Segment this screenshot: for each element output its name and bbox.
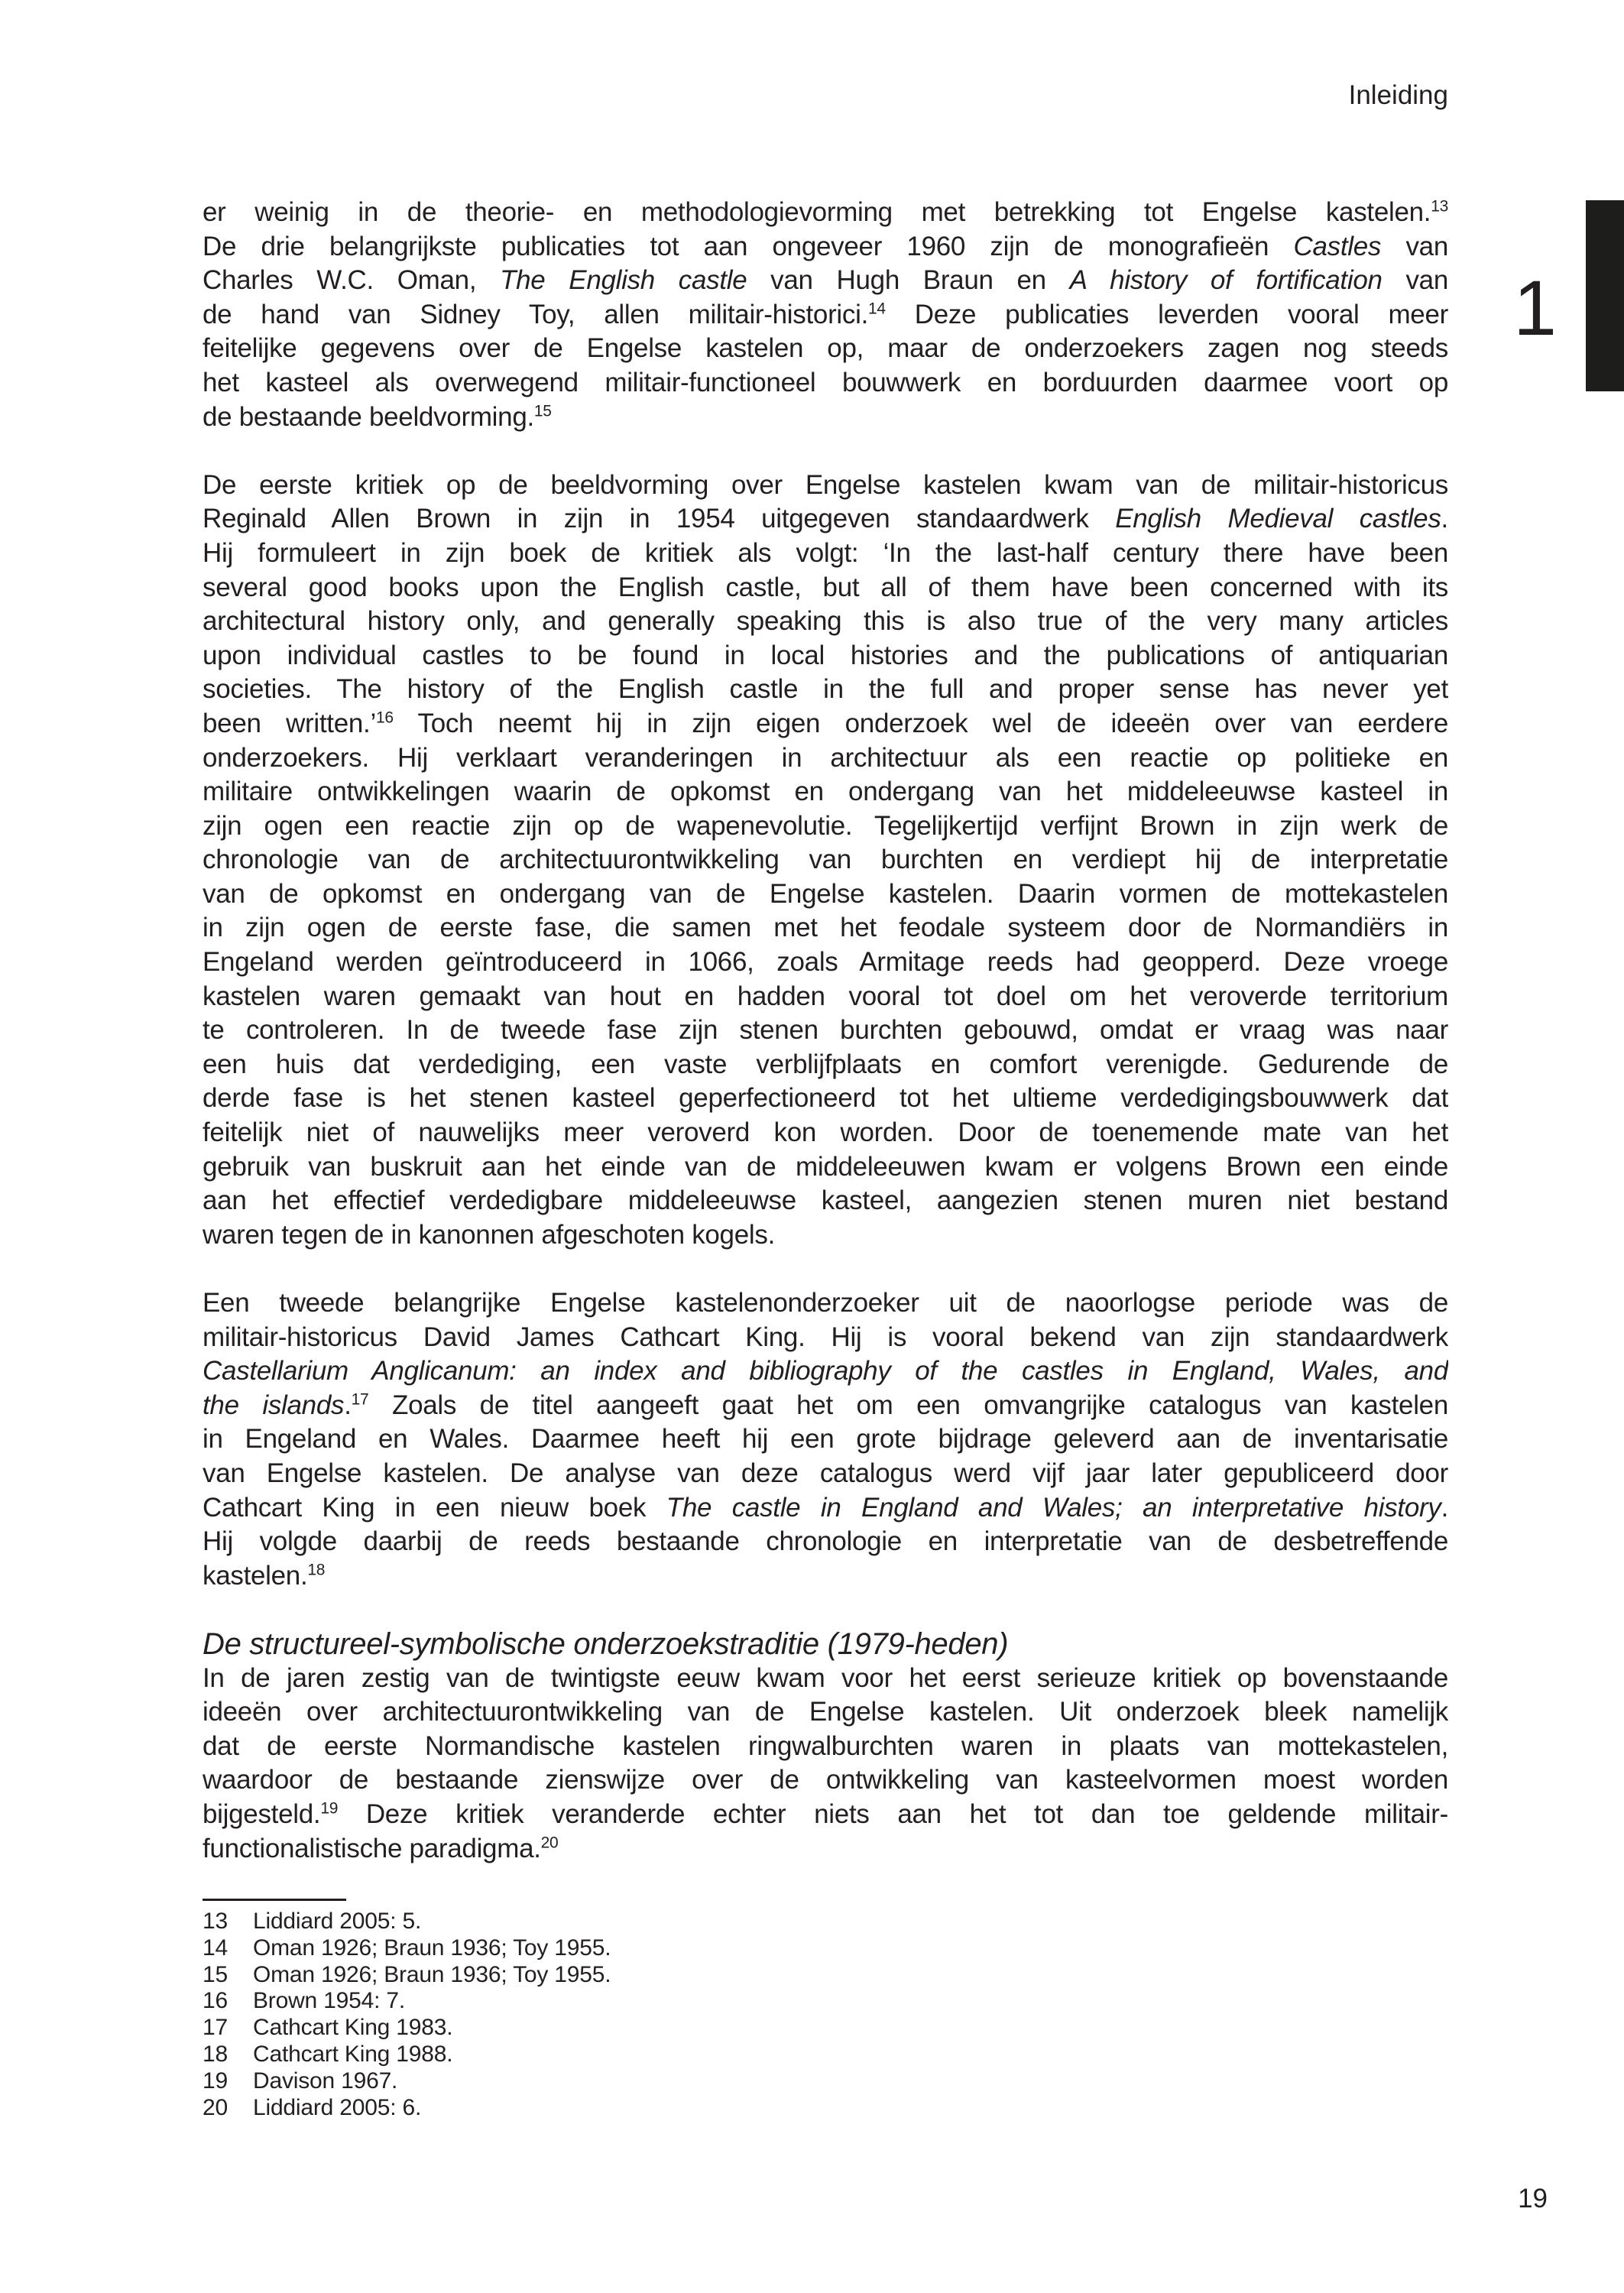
chapter-tab-bar	[1586, 200, 1624, 391]
footnote-text: Oman 1926; Braun 1936; Toy 1955.	[253, 1935, 611, 1961]
text-line: Engeland werden geïntroduceerd in 1066, zoals Armitage reeds had geopperd. Deze vroege	[203, 947, 1448, 978]
text-line: Cathcart King in een nieuw boek The castle in England and Wales; an interpretative history.	[203, 1492, 1448, 1523]
paragraph	[203, 469, 1448, 1253]
text-line: Hij volgde daarbij de reeds bestaande chronologie en interpretatie van de desbetreffende	[203, 1526, 1448, 1557]
text-line: militaire ontwikkelingen waarin de opkomst en ondergang van het middeleeuwse kasteel in	[203, 777, 1448, 807]
text-line: zijn ogen een reactie zijn op de wapenevolutie. Tegelijkertijd verfijnt Brown in zijn werk de	[203, 810, 1448, 841]
text-line: kastelen.$^{18}$	[203, 1560, 326, 1591]
text-line: been written.’$^{16}$ Toch neemt hij in zijn eigen onderzoek wel de ideeën over van eerdere	[203, 708, 1448, 738]
footnote-text: Liddiard 2005: 5.	[253, 1909, 422, 1934]
text-line: te controleren. In de tweede fase zijn stenen burchten gebouwd, omdat er vraag was naar	[203, 1015, 1448, 1046]
text-line: Een tweede belangrijke Engelse kastelenonderzoeker uit de naoorlogse periode was de	[203, 1288, 1448, 1318]
footnote-number: 19	[203, 2068, 228, 2094]
text-line: Charles W.C. Oman, The English castle van Hugh Braun en A history of fortification van	[203, 265, 1448, 296]
text-line: Reginald Allen Brown in zijn in 1954 uitgegeven standaardwerk English Medieval castles.	[203, 504, 1448, 534]
text-line: bijgesteld.$^{19}$ Deze kritiek veranderde echter niets aan het tot dan toe geldende militair-	[203, 1798, 1448, 1829]
body-text	[203, 196, 1448, 1900]
chapter-number: 1	[1513, 264, 1557, 352]
paragraph	[203, 1286, 1448, 1593]
footnote-number: 16	[203, 1988, 228, 2014]
text-line: societies. The history of the English castle in the full and proper sense has never yet	[203, 674, 1448, 705]
footnote-text: Cathcart King 1983.	[253, 2015, 453, 2041]
footnote-number: 18	[203, 2041, 228, 2067]
text-line: several good books upon the English castle, but all of them have been concerned with its	[203, 572, 1448, 602]
footnote-item	[203, 1909, 1448, 1935]
text-line: gebruik van buskruit aan het einde van de middeleeuwen kwam er volgens Brown een einde	[203, 1151, 1448, 1182]
footnote-rule	[203, 1899, 346, 1901]
text-line: Hij formuleert in zijn boek de kritiek als volgt: ‘In the last-half century there have been	[203, 537, 1448, 568]
text-line: derde fase is het stenen kasteel geperfectioneerd tot het ultieme verdedigingsbouwwerk dat	[203, 1083, 1448, 1114]
text-line: architectural history only, and generally speaking this is also true of the very many articles	[203, 606, 1448, 637]
text-line: waren tegen de in kanonnen afgeschoten kogels.	[203, 1219, 775, 1250]
footnote-text: Liddiard 2005: 6.	[253, 2094, 422, 2120]
footnote-item	[203, 1935, 1448, 1962]
text-line: dat de eerste Normandische kastelen ringwalburchten waren in plaats van mottekastelen,	[203, 1730, 1448, 1761]
page-number: 19	[1518, 2184, 1548, 2214]
paragraph	[203, 1662, 1448, 1867]
footnote-list	[203, 1909, 1448, 2121]
paragraph	[203, 196, 1448, 434]
running-header: Inleiding	[1348, 80, 1448, 110]
text-line: De drie belangrijkste publicaties tot aan ongeveer 1960 zijn de monografieën Castles van	[203, 231, 1448, 261]
footnote-text: Cathcart King 1988.	[253, 2041, 453, 2067]
text-line: van Engelse kastelen. De analyse van deze catalogus werd vijf jaar later gepubliceerd door	[203, 1458, 1448, 1488]
footnote-text: Brown 1954: 7.	[253, 1988, 405, 2014]
footnote-text: Davison 1967.	[253, 2068, 398, 2094]
text-line: aan het effectief verdedigbare middeleeuwse kasteel, aangezien stenen muren niet bestand	[203, 1185, 1448, 1216]
text-line: in zijn ogen de eerste fase, die samen met het feodale systeem door de Normandiërs in	[203, 913, 1448, 943]
text-line: er weinig in de theorie- en methodologievorming met betrekking tot Engelse kastelen.$^{13}$	[203, 197, 1448, 227]
footnote-number: 14	[203, 1935, 228, 1961]
footnote-item	[203, 1988, 1448, 2015]
text-line: de hand van Sidney Toy, allen militair-historici.$^{14}$ Deze publicaties leverden vooral meer	[203, 299, 1448, 329]
text-line: feitelijk niet of nauwelijks meer veroverd kon worden. Door de toenemende mate van het	[203, 1117, 1448, 1148]
footnote-item	[203, 2068, 1448, 2095]
footnote-number: 15	[203, 1961, 228, 1987]
footnote-item	[203, 2095, 1448, 2122]
text-line: ideeën over architectuurontwikkeling van de Engelse kastelen. Uit onderzoek bleek namelijk	[203, 1697, 1448, 1727]
text-line: the islands.$^{17}$ Zoals de titel aangeeft gaat het om een omvangrijke catalogus van kastelen	[203, 1390, 1448, 1420]
footnotes-section	[203, 1899, 1448, 2121]
text-line: het kasteel als overwegend militair-functioneel bouwwerk en borduurden daarmee voort op	[203, 367, 1448, 397]
text-line: kastelen waren gemaakt van hout en hadden vooral tot doel om het veroverde territorium	[203, 981, 1448, 1011]
text-line: de bestaande beeldvorming.$^{15}$	[203, 401, 552, 432]
footnote-item	[203, 2042, 1448, 2068]
footnote-item	[203, 2015, 1448, 2042]
text-line: waardoor de bestaande zienswijze over de ontwikkeling van kasteelvormen moest worden	[203, 1765, 1448, 1795]
text-line: functionalistische paradigma.$^{20}$	[203, 1833, 559, 1863]
text-line: De eerste kritiek op de beeldvorming over Engelse kastelen kwam van de militair-historicus	[203, 469, 1448, 500]
text-line: van de opkomst en ondergang van de Engelse kastelen. Daarin vormen de mottekastelen	[203, 878, 1448, 909]
footnote-text: Oman 1926; Braun 1936; Toy 1955.	[253, 1961, 611, 1987]
text-line: feitelijke gegevens over de Engelse kastelen op, maar de onderzoekers zagen nog steeds	[203, 333, 1448, 364]
footnote-number: 20	[203, 2094, 228, 2120]
footnote-number: 13	[203, 1909, 228, 1934]
text-line: upon individual castles to be found in local histories and the publications of antiquarian	[203, 640, 1448, 670]
text-line: militair-historicus David James Cathcart King. Hij is vooral bekend van zijn standaardwerk	[203, 1322, 1448, 1352]
text-line: een huis dat verdediging, een vaste verblijfplaats en comfort verenigde. Gedurende de	[203, 1049, 1448, 1079]
text-line: onderzoekers. Hij verklaart veranderingen in architectuur als een reactie op politieke en	[203, 742, 1448, 773]
text-line: In de jaren zestig van de twintigste eeuw kwam voor het eerst serieuze kritiek op bovenstaande	[203, 1662, 1448, 1693]
text-line: in Engeland en Wales. Daarmee heeft hij een grote bijdrage geleverd aan de inventarisatie	[203, 1424, 1448, 1455]
text-line: Castellarium Anglicanum: an index and bibliography of the castles in England, Wales, and	[203, 1356, 1448, 1387]
footnote-number: 17	[203, 2015, 228, 2041]
section-heading: De structureel-symbolische onderzoekstraditie (1979-heden)	[203, 1627, 1009, 1661]
footnote-item	[203, 1962, 1448, 1989]
text-line: chronologie van de architectuurontwikkeling van burchten en verdiept hij de interpretatie	[203, 845, 1448, 875]
